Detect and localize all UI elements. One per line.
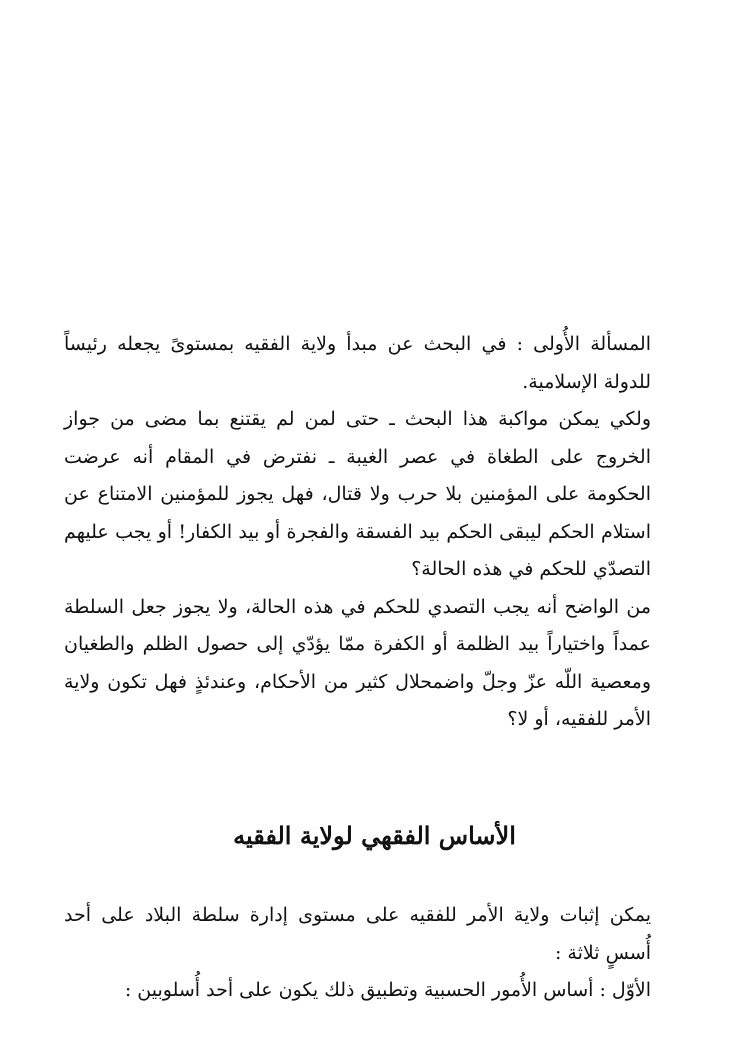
intro-text-block xyxy=(64,326,681,739)
first-basis-paragraph: الأوّل : أساس الأُمور الحسبية وتطبيق ذلك يكون على أحد أُسلوبين : xyxy=(124,979,651,1001)
follow-paragraph: ولكي يمكن مواكبة هذا البحث ـ حتى لمن لم يقتنع بما مضى من جواز الخروج على الطغاة في عصر الغيبة ـ نفترض في المقام أنه عرضت الحكومة على المؤمنين بلا حرب ولا قتال، فهل يجوز للمؤمنين الامتناع عن استلام الحكم ليبقى الحكم بيد الفسقة والفجرة أو بيد الكفار! أو يجب عليهم التصدّي للحكم في هذه الحالة؟ xyxy=(64,408,651,580)
issue-paragraph: المسألة الأُولى : في البحث عن مبدأ ولاية الفقيه بمستوىً يجعله رئيساً للدولة الإسلامية. xyxy=(64,333,651,393)
basis-text-block xyxy=(64,897,681,1010)
section-heading: الأساس الفقهي لولاية الفقيه xyxy=(233,821,516,850)
answer-paragraph: من الواضح أنه يجب التصدي للحكم في هذه الحالة، ولا يجوز جعل السلطة عمداً واختياراً بيد الظلمة أو الكفرة ممّا يؤدّي إلى حصول الظلم والطغيان ومعصية اللّه عزّ وجلّ واضمحلال كثير من الأحكام، وعندئذٍ فهل تكون ولاية الأمر للفقيه، أو لا؟ xyxy=(64,595,651,730)
section-intro-paragraph: يمكن إثبات ولاية الأمر للفقيه على مستوى إدارة سلطة البلاد على أحد أُسسٍ ثلاثة : xyxy=(64,904,651,964)
